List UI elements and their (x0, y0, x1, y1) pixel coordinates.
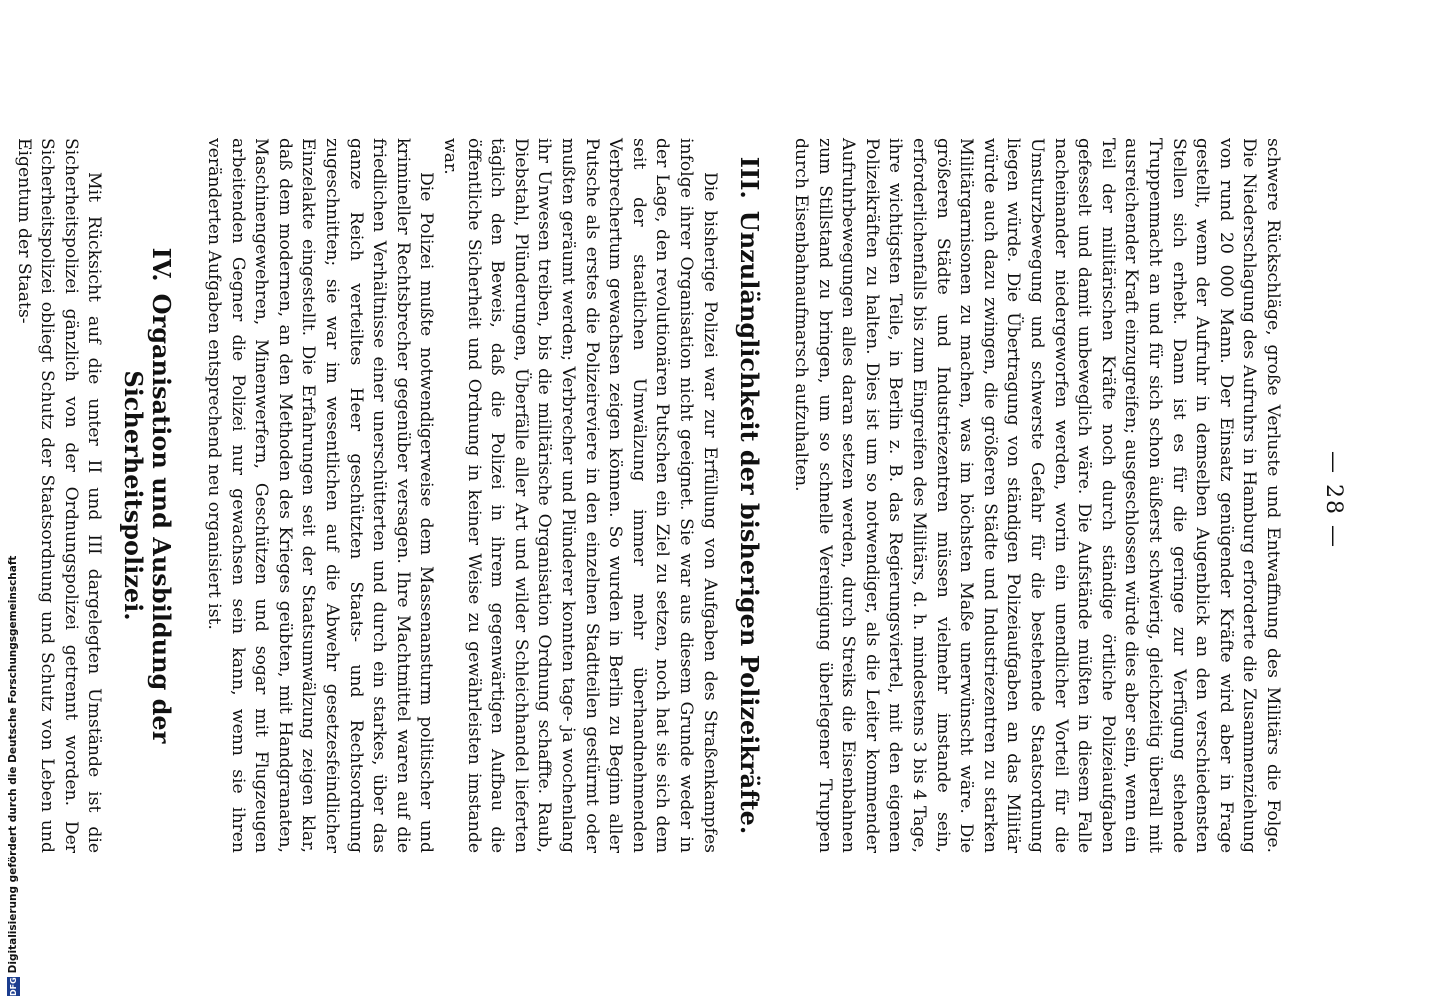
section-number: III. (734, 156, 764, 199)
section-heading-3 (735, 138, 763, 853)
section-title: Organisation und Ausbildung der Sicherheitspolizei. (119, 293, 177, 744)
body-text (11, 138, 1284, 853)
credit-text: Digitalisierung gefördert durch die Deutsche Forschungsgemeinschaft (7, 555, 19, 974)
dfg-logo: DFG (8, 977, 18, 996)
page-number: — 28 — (1321, 451, 1346, 549)
paragraph: Mit Rücksicht auf die unter II und III dargelegten Umstände ist die Sicherheitspolizei gänzlich von der Ordnungspolizei getrennt worden. Der Sicherheitspolizei obliegt Schutz der Staatsordnung und Schutz von Leben und Eigentum der Staats- (13, 138, 105, 853)
paragraph: schwere Rückschläge, große Verluste und Entwaffnung des Militärs die Folge. Die Niederschlagung des Aufruhrs in Hamburg erforderte die Zusammenziehung von rund 20 000 Mann. Der Einsatz genügender Kräfte wird aber in Frage gestellt, wenn der Aufruhr in demselben Augenblick an den verschiedensten Stellen sich erhebt. Dann ist es für die geringe zur Verfügung stehende Truppenmacht an und für sich schon äußerst schwierig, gleichzeitig überall mit ausreichender Kraft einzugreifen; ausgeschlossen würde dies aber sein, wenn ein Teil der militärischen Kräfte noch durch ständige örtliche Polizeiaufgaben gefesselt und damit unbeweglich wäre. Die Aufstände müßten in diesem Falle nacheinander niedergeworfen werden, worin ein unendlicher Vorteil für die Umsturzbewegung und schwerste Gefahr für die bestehende Staatsordnung liegen würde. Die Übertragung von ständigen Polizeiaufgaben an das Militär würde auch dazu zwingen, die größeren Städte und Industriezentren zu starken Militärgarnisonen zu machen, was im höchsten Maße unerwünscht wäre. Die größeren Städte und Industriezentren müssen vielmehr imstande sein, erforderlichenfalls bis zum Eingreifen des Militärs, d. h. mindestens 3 bis 4 Tage, ihre wichtigsten Teile, in Berlin z. B. das Regierungsviertel, mit den eigenen Polizeikräften zu halten. Dies ist um so notwendiger, als die Leiter kommender Aufruhrbewegungen alles daran setzen werden, durch Streiks die Eisenbahnen zum Stillstand zu bringen, um so schnelle Vereinigung überlegener Truppen durch Eisenbahnaufmarsch aufzuhalten. (791, 138, 1283, 853)
section-heading-4 (119, 138, 175, 853)
section-title: Unzulänglichkeit der bisherigen Polizeikräfte. (734, 210, 764, 835)
paragraph: Die bisherige Polizei war zur Erfüllung von Aufgaben des Straßenkampfes infolge ihrer Organisation nicht geeignet. Sie war aus diesem Grunde weder in der Lage, den revolutionären Putschen ein Ziel zu setzen, noch hat sie sich dem seit der staatlichen Umwälzung immer mehr überhandnehmenden Verbrechertum gewachsen zeigen können. So wurden in Berlin zu Beginn aller Putsche als erstes die Polizeireviere in den einzelnen Stadtteilen gestürmt oder mußten geräumt werden; Verbrecher und Plünderer konnten tage- ja wochenlang ihr Unwesen treiben, bis die militärische Organisation Ordnung schaffte. Raub, Diebstahl, Plünderungen, Überfälle aller Art und wilder Schleichhandel lieferten täglich den Beweis, daß die Polizei in ihrem gegenwärtigen Aufbau die öffentliche Sicherheit und Ordnung in keiner Weise zu gewährleisten imstande war. (440, 138, 720, 853)
paragraph: Die Polizei mußte notwendigerweise dem Massenansturm politischer und krimineller Rechtsbrecher gegenüber versagen. Ihre Machtmittel waren auf die friedlichen Verhältnisse einer unerschütterten und durch ein starkes, über das ganze Reich verteiltes Heer geschützten Staats- und Rechtsordnung zugeschnitten; sie war im wesentlichen auf die Abwehr gesetzesfeindlicher Einzelakte eingestellt. Die Erfahrungen seit der Staatsumwälzung zeigen klar, daß dem modernen, an den Methoden des Krieges geübten, mit Handgranaten, Maschinengewehren, Minenwerfern, Geschützen und sogar mit Flugzeugen arbeitenden Gegner die Polizei nur gewachsen sein kann, wenn sie ihren veränderten Aufgaben entsprechend neu organisiert ist. (204, 138, 437, 853)
section-number: IV. (147, 247, 177, 282)
digitization-credit (4, 555, 22, 996)
